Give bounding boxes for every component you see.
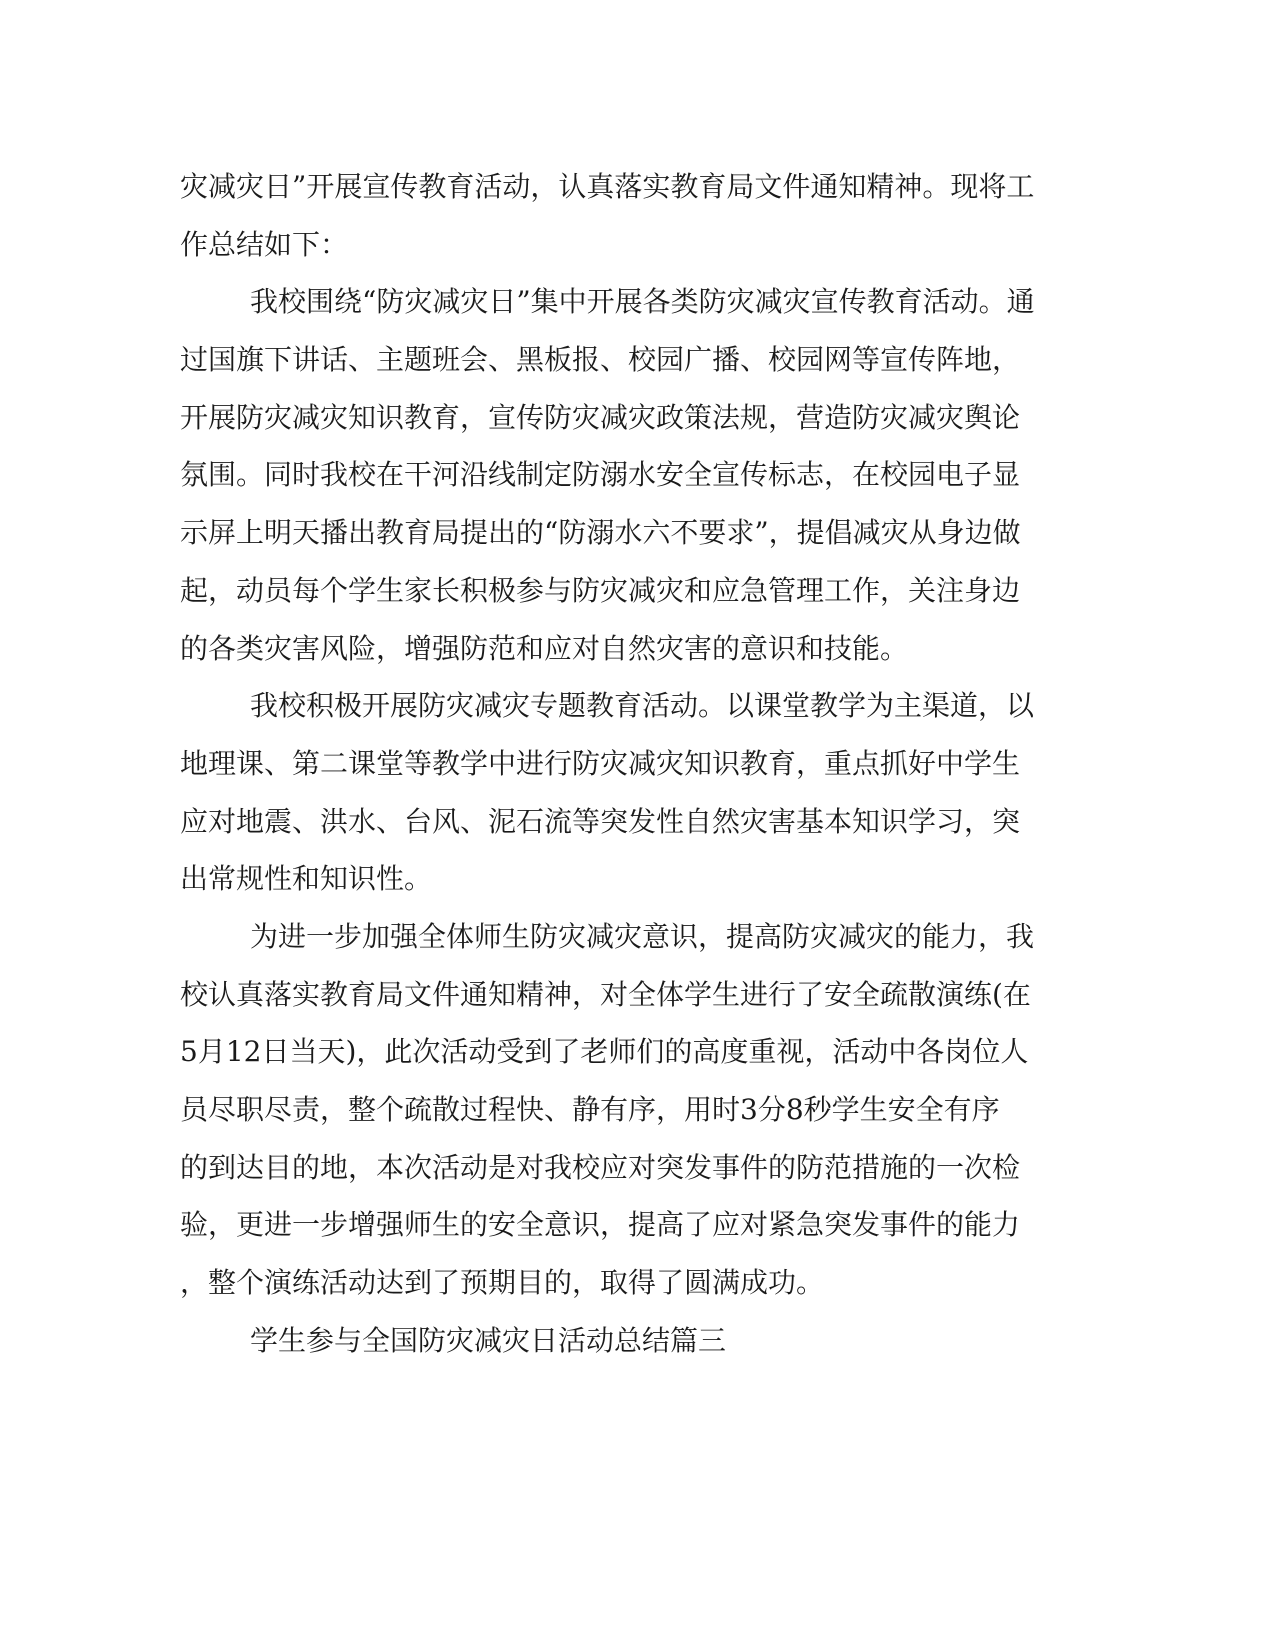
text-line: 出常规性和知识性。 <box>180 862 433 896</box>
text-line: 的各类灾害风险，增强防范和应对自然灾害的意识和技能。 <box>180 631 909 665</box>
text-line: 过国旗下讲话、主题班会、黑板报、校园广播、校园网等宣传阵地， <box>180 343 1021 377</box>
text-line: 地理课、第二课堂等教学中进行防灾减灾知识教育，重点抓好中学生 <box>180 746 1021 780</box>
paragraph-start-line: 我校围绕“防灾减灾日”集中开展各类防灾减灾宣传教育活动。通 <box>250 285 1035 319</box>
text-line: 作总结如下： <box>180 227 349 261</box>
document-body <box>180 158 1035 1369</box>
text-line: 验，更进一步增强师生的安全意识，提高了应对紧急突发事件的能力 <box>180 1208 1021 1242</box>
text-line: 灾减灾日”开展宣传教育活动，认真落实教育局文件通知精神。现将工 <box>180 170 1035 203</box>
text-line: 校认真落实教育局文件通知精神，对全体学生进行了安全疏散演练(在 <box>180 977 1031 1011</box>
text-line: 起，动员每个学生家长积极参与防灾减灾和应急管理工作，关注身边 <box>180 573 1021 607</box>
paragraph-start-line: 我校积极开展防灾减灾专题教育活动。以课堂教学为主渠道，以 <box>250 689 1035 723</box>
text-line: 5月12日当天)，此次活动受到了老师们的高度重视，活动中各岗位人 <box>180 1035 1029 1069</box>
text-line: 氛围。同时我校在干河沿线制定防溺水安全宣传标志，在校园电子显 <box>180 458 1021 492</box>
text-line: 的到达目的地，本次活动是对我校应对突发事件的防范措施的一次检 <box>180 1150 1021 1184</box>
text-line: 应对地震、洪水、台风、泥石流等突发性自然灾害基本知识学习，突 <box>180 804 1021 838</box>
text-line: 开展防灾减灾知识教育，宣传防灾减灾政策法规，营造防灾减灾舆论 <box>180 400 1021 434</box>
paragraph-start-line: 为进一步加强全体师生防灾减灾意识，提高防灾减灾的能力，我 <box>250 919 1035 953</box>
section-heading: 学生参与全国防灾减灾日活动总结篇三 <box>250 1323 727 1357</box>
text-line: 示屏上明天播出教育局提出的“防溺水六不要求”，提倡减灾从身边做 <box>180 516 1021 550</box>
text-line: 员尽职尽责，整个疏散过程快、静有序，用时3分8秒学生安全有序 <box>180 1093 1000 1126</box>
text-line: ，整个演练活动达到了预期目的，取得了圆满成功。 <box>180 1266 825 1300</box>
